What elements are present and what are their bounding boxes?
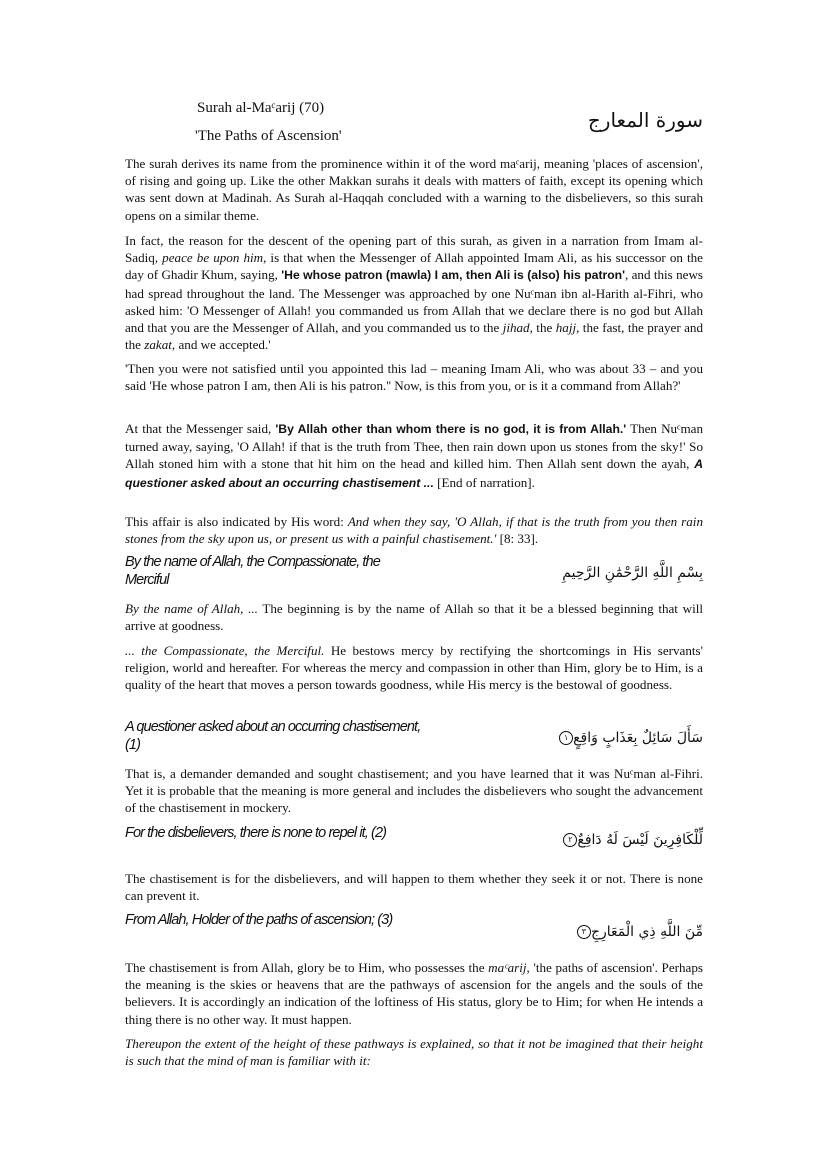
p2-text-h: hajj [555,320,577,336]
p2-text-a: In fact, the reason for the descent of the opening part of this surah, as given in a narration from Imam al-Sadiq, [125,233,703,266]
p2-text-g: , the [529,320,556,336]
p4-text-d: A questioner asked about an occurring chastisement ... [125,457,703,490]
verse-2-translation: For the disbelievers, there is none to repel it, (2) [125,825,387,841]
verse-1-commentary [125,765,703,817]
verse-2-commentary-text: The chastisement is for the disbelievers, and will happen to them whether they seek it or not. There is none can prevent it. [125,871,703,904]
c2-text-b: He bestows mercy by rectifying the shortcomings in His servants' religion, world and hereafter. For whereas the mercy and compassion in other than Him, glory be to Him, is a quality of the heart that moves a person towards goodness, while His mercy is the bestowal of goodness. [125,643,703,693]
p2-text-e: , and this news had spread throughout the land. The Messenger was approached by one Nuᶜman ibn al-Harith al-Fihri, who asked him: 'O Messenger of Allah! you commanded us from Allah that we declare there is no god but Allah and that you are the Messenger of Allah, and you commanded us to the [125,267,703,336]
p2-text-i: , the fast, the prayer and the [125,320,704,353]
c1-text-b: The beginning is by the name of Allah so that it be a blessed beginning that will arrive at goodness. [125,601,703,634]
verse-1-arabic-text: سَأَلَ سَائِلٌ بِعَذَابٍ وَاقِعٍ [573,730,703,746]
verse-2-arabic-text: لِّلْكَافِرِينَ لَيْسَ لَهُ دَافِعٌ [577,832,703,848]
basmala-commentary-2 [125,642,703,694]
verse-3-arabic [574,924,703,940]
p4-text-a: At that the Messenger said, [125,421,276,436]
p2-text-d: 'He whose patron (mawla) I am, then Ali is (also) his patron' [281,268,626,283]
closing-text: Thereupon the extent of the height of these pathways is explained, so that it not be imagined that their height is such that the mind of man is familiar with it: [125,1036,703,1069]
surah-title: Surah al-Maᶜarij (70) [197,100,325,116]
ayah-number-1: ١ [559,731,573,745]
ayah-number-3: ٣ [577,925,591,939]
c1-text-a: By the name of Allah, ... [125,601,258,616]
verse-1-arabic [556,730,703,746]
p2-text-k: , and we accepted.' [171,337,271,353]
v3-text-b: maᶜarij [488,960,527,975]
intro-paragraph-1 [125,155,703,224]
closing-paragraph [125,1035,703,1069]
basmala-commentary-1 [125,600,703,634]
v3-text-c: , 'the paths of ascension'. Perhaps the meaning is the skies or heavens that are the pathways of ascension for the angels and the souls of the believers. It is accordingly an indication of the loftiness of His status, glory be to Him; for when He intends a thing there is no other way. It must happen. [125,960,703,1027]
intro-p1-text: The surah derives its name from the prominence within it of the word maᶜarij, meaning 'places of ascension', of rising and going up. Like the other Makkan surahs it deals with matters of faith, except its opening which was sent down at Madinah. As Surah al-Haqqah concluded with a warning to the disbelievers, so this surah opens on a similar theme. [125,156,703,223]
p4-text-b: 'By Allah other than whom there is no god, it is from Allah.' [275,422,627,436]
intro-paragraph-5 [125,513,703,547]
p2-text-j: zakat [144,337,172,353]
intro-paragraph-2 [125,232,703,353]
basmala-arabic: بِسْمِ اللَّهِ الرَّحْمَٰنِ الرَّحِيمِ [562,565,703,581]
intro-paragraph-3 [125,360,703,394]
basmala-translation: By the name of Allah, the Compassionate, the Merciful [125,554,380,588]
p2-text-f: jihad [502,320,530,336]
verse-1-commentary-text: That is, a demander demanded and sought chastisement; and you have learned that it was Nuᶜman al-Fihri. Yet it is probable that the meaning is more general and includes the disbelievers who sought the advancement of the chastisement in mockery. [125,766,703,816]
verse-3-commentary [125,959,703,1028]
ayah-number-2: ٢ [563,833,577,847]
p5-text-c: [8: 33]. [496,531,539,547]
verse-2-commentary [125,870,703,904]
v3-text-a: The chastisement is from Allah, glory be to Him, who possesses the [125,960,489,975]
p4-text-c: Then Nuᶜman turned away, saying, 'O Allah! if that is the truth from Thee, then rain down upon us stones from the sky!' So Allah stoned him with a stone that hit him on the head and killed him. Then Allah sent down the ayah, [125,421,703,472]
p2-text-c: , is that when the Messenger of Allah appointed Imam Ali, as his successor on the day of Ghadir Khum, saying, [125,250,703,283]
p4-text-e: [End of narration]. [433,474,535,490]
verse-1-translation: A questioner asked about an occurring chastisement, (1) [125,719,421,753]
arabic-surah-title: سورة المعارج [587,108,703,132]
verse-3-arabic-text: مِّنَ اللَّهِ ذِي الْمَعَارِجِ [590,924,703,940]
intro-paragraph-4 [125,420,703,492]
p5-text-a: This affair is also indicated by His word: [125,514,348,529]
p5-text-b: And when they say, 'O Allah, if that is the truth from you then rain stones from the sky upon us, or present us with a painful chastisement.' [125,514,703,547]
intro-p3-text: 'Then you were not satisfied until you appointed this lad – meaning Imam Ali, who was about 33 – and you said 'He whose patron I am, then Ali is his patron.'' Now, is this from you, or is it a command from Allah?' [125,361,703,394]
surah-subtitle: 'The Paths of Ascension' [195,128,342,144]
verse-2-arabic [560,832,703,848]
p2-text-b: peace be upon him [162,250,264,266]
verse-3-translation: From Allah, Holder of the paths of ascension; (3) [125,912,393,928]
c2-text-a: ... the Compassionate, the Merciful. [125,643,325,658]
